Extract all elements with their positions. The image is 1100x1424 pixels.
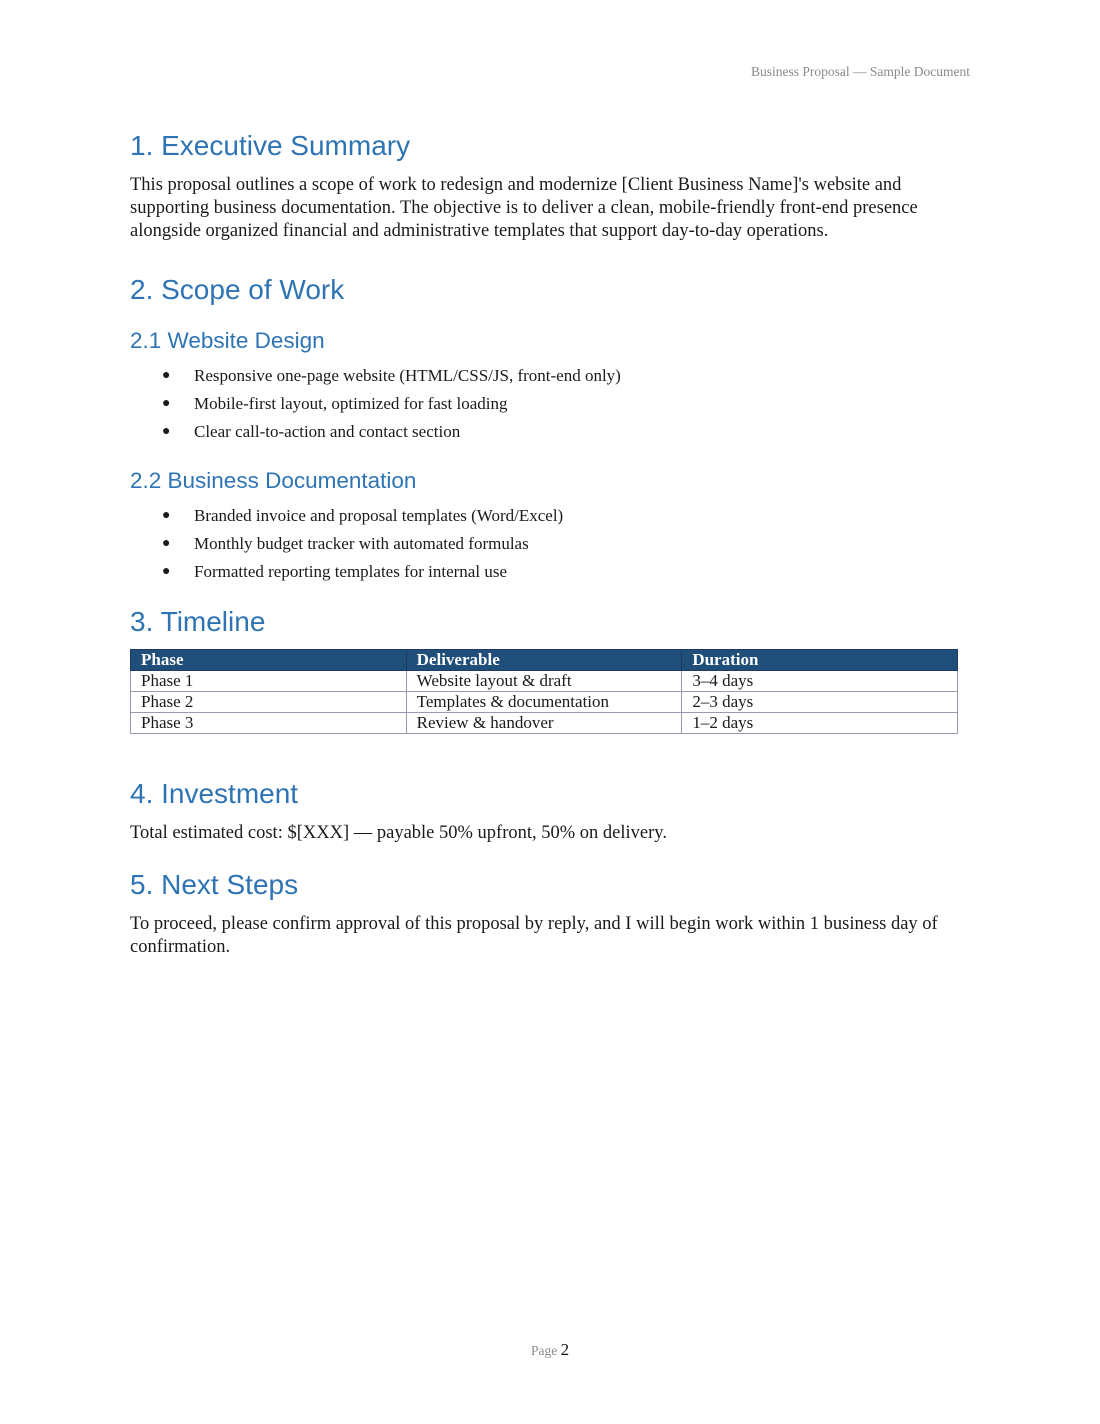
cell-phase: Phase 2 [131, 692, 407, 713]
timeline-table [130, 649, 958, 734]
business-documentation-list [130, 502, 960, 586]
column-header-deliverable: Deliverable [406, 650, 682, 671]
cell-duration: 1–2 days [682, 713, 958, 734]
table-header-row [131, 650, 958, 671]
page-number: 2 [560, 1340, 570, 1359]
heading-timeline: 3. Timeline [130, 606, 266, 637]
investment-text: Total estimated cost: $[XXX] — payable 50% upfront, 50% on delivery. [130, 823, 667, 843]
bullet-icon: ● [162, 564, 171, 579]
list-item: ● Mobile-first layout, optimized for fast loading [130, 390, 960, 418]
bullet-icon: ● [162, 368, 171, 383]
executive-summary-text: This proposal outlines a scope of work to redesign and modernize [Client Business Name]'s website and supporting business documentation. The objective is to deliver a clean, mobile-friendly front-end presence alongside organized financial and administrative templates that support day-to-day operations. [130, 175, 918, 241]
list-item: ● Branded invoice and proposal templates (Word/Excel) [130, 502, 960, 530]
heading-business-documentation: 2.2 Business Documentation [130, 468, 417, 493]
heading-website-design: 2.1 Website Design [130, 328, 325, 353]
cell-duration: 3–4 days [682, 671, 958, 692]
list-item: ● Clear call-to-action and contact section [130, 418, 960, 446]
bullet-icon: ● [162, 396, 171, 411]
next-steps-text: To proceed, please confirm approval of this proposal by reply, and I will begin work within 1 business day of confirmation. [130, 914, 938, 957]
table-row [131, 671, 958, 692]
cell-deliverable: Website layout & draft [406, 671, 682, 692]
cell-duration: 2–3 days [682, 692, 958, 713]
list-item: ● Formatted reporting templates for internal use [130, 558, 960, 586]
heading-investment: 4. Investment [130, 778, 299, 809]
heading-executive-summary: 1. Executive Summary [130, 130, 411, 161]
list-item: ● Responsive one-page website (HTML/CSS/JS, front-end only) [130, 362, 960, 390]
bullet-icon: ● [162, 536, 171, 551]
table-row [131, 692, 958, 713]
cell-deliverable: Review & handover [406, 713, 682, 734]
cell-deliverable: Templates & documentation [406, 692, 682, 713]
column-header-phase: Phase [131, 650, 407, 671]
page-footer [0, 1340, 1100, 1360]
bullet-icon: ● [162, 424, 171, 439]
running-header: Business Proposal — Sample Document [751, 64, 970, 79]
bullet-icon: ● [162, 508, 171, 523]
website-design-list [130, 362, 960, 446]
column-header-duration: Duration [682, 650, 958, 671]
document-body [130, 128, 960, 959]
heading-next-steps: 5. Next Steps [130, 869, 299, 900]
cell-phase: Phase 1 [131, 671, 407, 692]
cell-phase: Phase 3 [131, 713, 407, 734]
table-row [131, 713, 958, 734]
list-item: ● Monthly budget tracker with automated formulas [130, 530, 960, 558]
heading-scope-of-work: 2. Scope of Work [130, 274, 345, 305]
page-label: Page [530, 1343, 558, 1358]
